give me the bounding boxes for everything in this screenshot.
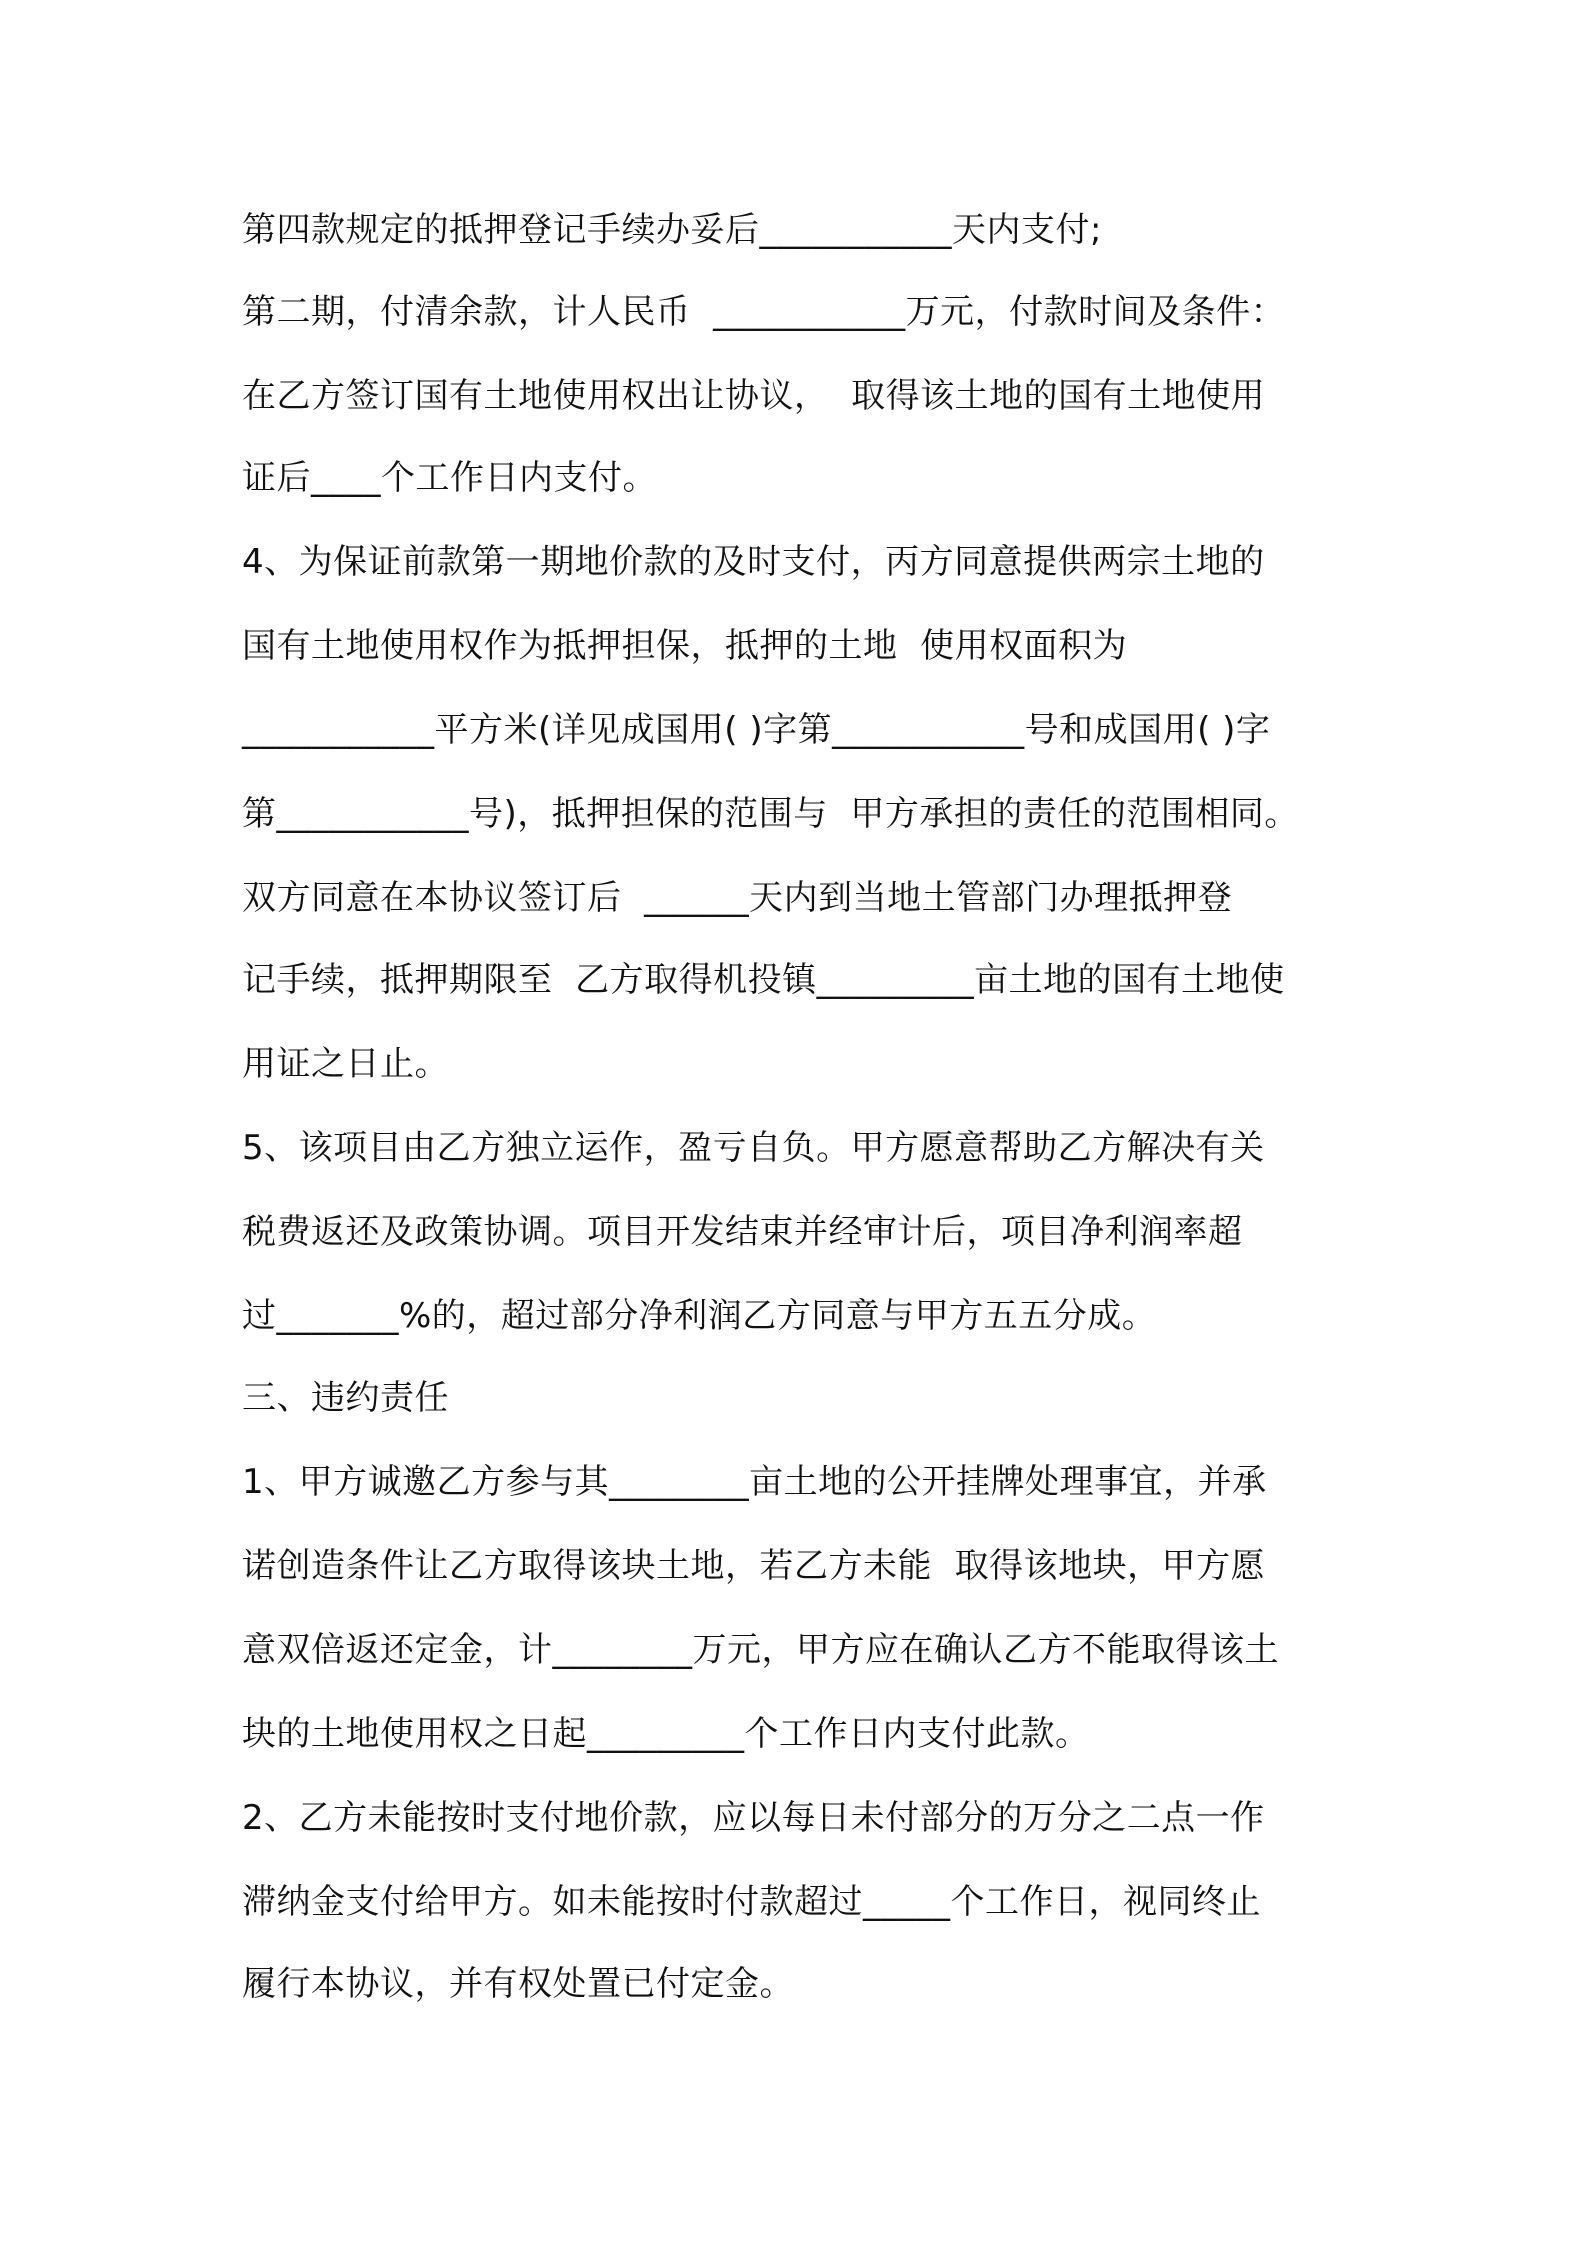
text-line: 过_______%的，超过部分净利润乙方同意与甲方五五分成。 [242, 1296, 1157, 1336]
text-line: ___________平方米(详见成国用( )字第___________号和成国用( )字 [242, 710, 1271, 750]
text-line: 第四款规定的抵押登记手续办妥后___________天内支付; [242, 210, 1102, 250]
text-line: 2、乙方未能按时支付地价款，应以每日未付部分的万分之二点一作 [242, 1798, 1265, 1838]
text-line: 4、为保证前款第一期地价款的及时支付，丙方同意提供两宗土地的 [242, 542, 1265, 582]
text-line: 记手续，抵押期限至 乙方取得机投镇_________亩土地的国有土地使 [242, 960, 1285, 1000]
text-line: 第___________号)，抵押担保的范围与 甲方承担的责任的范围相同。 [242, 794, 1299, 834]
text-line: 国有土地使用权作为抵押担保，抵押的土地 使用权面积为 [242, 626, 1128, 666]
text-line: 诺创造条件让乙方取得该块土地，若乙方未能 取得该地块，甲方愿 [242, 1546, 1266, 1586]
text-line: 税费返还及政策协调。项目开发结束并经审计后，项目净利润率超 [242, 1212, 1243, 1252]
text-line: 用证之日止。 [242, 1044, 449, 1084]
text-line: 1、甲方诚邀乙方参与其________亩土地的公开挂牌处理事宜，并承 [242, 1462, 1267, 1502]
section-heading: 三、违约责任 [242, 1378, 449, 1418]
text-line: 履行本协议，并有权处置已付定金。 [242, 1964, 794, 2004]
text-line: 滞纳金支付给甲方。如未能按时付款超过_____个工作日，视同终止 [242, 1882, 1261, 1922]
text-line: 双方同意在本协议签订后 ______天内到当地土管部门办理抵押登 [242, 878, 1233, 918]
text-line: 在乙方签订国有土地使用权出让协议， 取得该土地的国有土地使用 [242, 376, 1266, 416]
text-line: 第二期，付清余款，计人民币 ___________万元，付款时间及条件： [242, 292, 1286, 332]
text-line: 证后____个工作日内支付。 [242, 458, 657, 498]
text-line: 5、该项目由乙方独立运作，盈亏自负。甲方愿意帮助乙方解决有关 [242, 1128, 1265, 1168]
text-line: 意双倍返还定金，计________万元，甲方应在确认乙方不能取得该土 [242, 1630, 1279, 1670]
text-line: 块的土地使用权之日起_________个工作日内支付此款。 [242, 1714, 1090, 1754]
